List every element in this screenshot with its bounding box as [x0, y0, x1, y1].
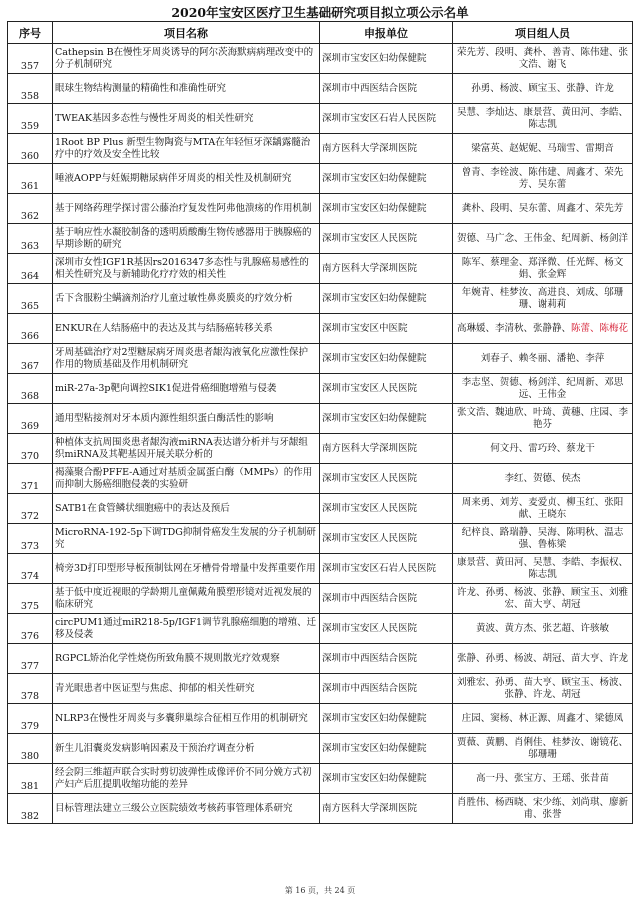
project-members	[453, 434, 633, 464]
project-members	[453, 284, 633, 314]
project-members	[453, 614, 633, 644]
table-row	[8, 284, 633, 314]
row-number-text: 371	[20, 481, 40, 492]
table-row	[8, 164, 633, 194]
applicant-unit-text: 深圳市宝安区妇幼保健院	[322, 172, 427, 184]
project-name	[53, 464, 320, 494]
project-members-text: 张文浩、魏迪欣、叶琦、黄穗、庄园、李艳芬	[456, 406, 628, 430]
row-number	[8, 284, 53, 314]
project-name-text: 椅旁3D打印型形导板预制钛网在牙槽骨骨增量中发挥重要作用	[55, 562, 316, 574]
project-members-text: 高琳媛、李清秋、张静静、	[456, 322, 571, 334]
project-name	[53, 44, 320, 74]
project-name	[53, 224, 320, 254]
table-row	[8, 674, 633, 704]
project-members	[453, 584, 633, 614]
project-members-text: 何文丹、雷巧玲、蔡龙干	[490, 442, 595, 454]
project-members	[453, 44, 633, 74]
project-members-text: 年婉青、桂梦汝、高进良、刘成、邬珊珊、谢莉莉	[461, 286, 624, 310]
row-number	[8, 644, 53, 674]
project-members-text: 许龙、孙勇、杨波、张静、顾宝玉、刘雅宏、苗大亨、胡冠	[456, 586, 628, 610]
applicant-unit	[320, 104, 453, 134]
row-number-text: 360	[20, 151, 40, 162]
row-number	[8, 584, 53, 614]
table-row	[8, 314, 633, 344]
applicant-unit	[320, 404, 453, 434]
applicant-unit	[320, 254, 453, 284]
row-number-text: 369	[20, 421, 40, 432]
applicant-unit	[320, 494, 453, 524]
row-number	[8, 494, 53, 524]
project-name	[53, 314, 320, 344]
applicant-unit	[320, 284, 453, 314]
table-row	[8, 74, 633, 104]
row-number	[8, 674, 53, 704]
row-number-text: 375	[20, 601, 40, 612]
table-row	[8, 224, 633, 254]
project-name-text: 褐藻聚合酚PFFE-A通过对基质金属蛋白酶（MMPs）的作用而抑制大肠癌细胞侵袭的实验研	[55, 466, 313, 490]
project-name-text: 牙周基础治疗对2型糖尿病牙周炎患者龈沟液氧化应激性保护作用的物质基础及作用机制研究	[55, 346, 309, 370]
header-no: 序号	[8, 22, 53, 44]
project-table	[7, 21, 633, 824]
row-number-text: 381	[20, 781, 40, 792]
row-number-text: 373	[20, 541, 40, 552]
row-number-text: 358	[20, 91, 40, 102]
row-number	[8, 164, 53, 194]
project-members-text: 吴慧、李灿达、康景营、黄田河、李皓、陈志凯	[456, 106, 628, 130]
applicant-unit-text: 南方医科大学深圳医院	[322, 802, 418, 814]
row-number	[8, 134, 53, 164]
row-number-text: 357	[20, 61, 40, 72]
table-row	[8, 644, 633, 674]
applicant-unit	[320, 464, 453, 494]
project-members	[453, 554, 633, 584]
applicant-unit-text: 深圳市宝安区人民医院	[322, 532, 418, 544]
project-name	[53, 794, 320, 824]
row-number	[8, 734, 53, 764]
row-number-text: 364	[20, 271, 40, 282]
project-members-text: 李红、贺德、侯杰	[504, 472, 581, 484]
table-row	[8, 344, 633, 374]
applicant-unit-text: 深圳市中西医结合医院	[322, 682, 418, 694]
project-name	[53, 194, 320, 224]
row-number-text: 359	[20, 121, 40, 132]
table-row	[8, 404, 633, 434]
project-name-text: ENKUR在人结肠癌中的表达及其与结肠癌转移关系	[55, 322, 273, 334]
project-name-text: 经会阴三维超声联合实时剪切波弹性成像评价不同分娩方式初产妇产后肛提肌收缩功能的差异	[55, 766, 312, 790]
row-number-text: 379	[20, 721, 40, 732]
project-name	[53, 374, 320, 404]
project-members-text: 李志坚、贺德、杨剑洋、纪周新、邓思远、王伟金	[461, 376, 624, 400]
project-members	[453, 374, 633, 404]
applicant-unit-text: 深圳市宝安区人民医院	[322, 502, 418, 514]
applicant-unit	[320, 74, 453, 104]
table-row	[8, 434, 633, 464]
project-members	[453, 734, 633, 764]
applicant-unit	[320, 524, 453, 554]
applicant-unit-text: 南方医科大学深圳医院	[322, 442, 418, 454]
project-name-text: 深圳市女性IGF1R基因rs2016347多态性与乳腺癌易感性的相关性研究及与新辅助化疗疗效的相关性	[55, 256, 309, 280]
header-row	[8, 22, 633, 44]
applicant-unit-text: 深圳市宝安区妇幼保健院	[322, 412, 427, 424]
project-members-text: 陈军、蔡理金、郑泽微、任光辉、杨文娟、张金辉	[461, 256, 624, 280]
project-name-text: 基于响应性水凝胶制备的透明质酸酶生物传感器用于胰腺癌的早期诊断的研究	[55, 226, 312, 250]
applicant-unit	[320, 224, 453, 254]
applicant-unit	[320, 194, 453, 224]
project-members	[453, 254, 633, 284]
header-unit: 申报单位	[320, 22, 453, 44]
applicant-unit	[320, 614, 453, 644]
project-name	[53, 134, 320, 164]
applicant-unit-text: 深圳市宝安区人民医院	[322, 472, 418, 484]
row-number	[8, 74, 53, 104]
applicant-unit-text: 深圳市宝安区妇幼保健院	[322, 352, 427, 364]
project-name-text: miR-27a-3p靶向调控SIK1促进骨癌细胞增殖与侵袭	[55, 382, 277, 394]
row-number	[8, 104, 53, 134]
project-name	[53, 494, 320, 524]
project-members-text: 张静、孙勇、杨波、胡冠、苗大亨、许龙	[456, 652, 628, 664]
project-name	[53, 74, 320, 104]
project-members-text: 龚朴、段明、吴东蕾、周鑫才、荣先芳	[461, 202, 624, 214]
project-name	[53, 284, 320, 314]
project-name-text: 新生儿泪囊炎发病影响因素及干预治疗调查分析	[55, 742, 255, 754]
project-members	[453, 704, 633, 734]
row-number-text: 363	[20, 241, 40, 252]
applicant-unit-text: 深圳市宝安区妇幼保健院	[322, 52, 427, 64]
page-footer: 第 16 页，共 24 页	[284, 886, 356, 895]
project-members-text: 庄园、窦杨、林正源、周鑫才、梁德凤	[461, 712, 624, 724]
table-row	[8, 494, 633, 524]
project-name	[53, 734, 320, 764]
table-row	[8, 194, 633, 224]
project-name	[53, 434, 320, 464]
project-members-text: 贺德、马广念、王伟金、纪周新、杨剑洋	[456, 232, 628, 244]
project-name	[53, 674, 320, 704]
row-number	[8, 44, 53, 74]
applicant-unit	[320, 134, 453, 164]
project-members	[453, 74, 633, 104]
project-name-text: 眼球生物结构测量的精确性和准确性研究	[55, 82, 227, 94]
row-number-text: 372	[20, 511, 40, 522]
applicant-unit-text: 深圳市宝安区妇幼保健院	[322, 712, 427, 724]
row-number-text: 365	[20, 301, 40, 312]
project-name-text: Cathepsin B在慢性牙周炎诱导的阿尔茨海默病病理改变中的分子机制研究	[55, 46, 314, 70]
project-members-text: 曾青、李铨波、陈伟建、周鑫才、荣先芳、吴东蕾	[461, 166, 624, 190]
project-name	[53, 344, 320, 374]
row-number	[8, 524, 53, 554]
project-name-text: 1Root BP Plus 新型生物陶瓷与MTA在年轻恒牙深龋露髓治疗中的疗效及安全性比较	[55, 136, 311, 160]
applicant-unit	[320, 434, 453, 464]
project-members	[453, 344, 633, 374]
project-name-text: 目标管理法建立三级公立医院绩效考核药事管理体系研究	[55, 802, 293, 814]
project-name-text: NLRP3在慢性牙周炎与多囊卵巢综合征相互作用的机制研究	[55, 712, 308, 724]
table-row	[8, 464, 633, 494]
applicant-unit	[320, 764, 453, 794]
applicant-unit	[320, 794, 453, 824]
project-name	[53, 704, 320, 734]
applicant-unit	[320, 644, 453, 674]
highlighted-members-text: 陈蕾、陈梅花	[571, 322, 629, 334]
project-name	[53, 764, 320, 794]
row-number	[8, 224, 53, 254]
page-title: 2020年宝安区医疗卫生基础研究项目拟立项公示名单	[171, 5, 469, 20]
project-members-text: 孙勇、杨波、顾宝玉、张静、许龙	[471, 82, 614, 94]
project-name	[53, 254, 320, 284]
row-number	[8, 614, 53, 644]
project-members-text: 纪梓良、路瑞静、吴海、陈明秋、温志强、鲁栋梁	[461, 526, 624, 550]
project-members-text: 周来勇、刘芳、麦爱贞、柳玉红、张阳献、王晓东	[461, 496, 624, 520]
project-members-text: 梁富英、赵妮妮、马瑞雪、雷期音	[471, 142, 614, 154]
applicant-unit-text: 深圳市中西医结合医院	[322, 82, 418, 94]
project-members-text: 肖胜伟、杨西晓、宋少练、刘尚琪、廖新甫、张誉	[456, 796, 628, 820]
project-name	[53, 164, 320, 194]
project-members	[453, 764, 633, 794]
project-name	[53, 584, 320, 614]
table-row	[8, 134, 633, 164]
applicant-unit-text: 深圳市中西医结合医院	[322, 652, 418, 664]
project-members-text: 荣先芳、段明、龚朴、善青、陈伟建、张文浩、谢飞	[456, 46, 628, 70]
project-members-text: 贾薇、黄鹏、肖俐佳、桂梦汝、谢镜花、邬珊珊	[456, 736, 628, 760]
row-number	[8, 464, 53, 494]
applicant-unit	[320, 554, 453, 584]
applicant-unit	[320, 584, 453, 614]
project-members-text: 刘春子、赖冬丽、潘艳、李萍	[480, 352, 605, 364]
row-number	[8, 314, 53, 344]
project-name	[53, 614, 320, 644]
applicant-unit-text: 南方医科大学深圳医院	[322, 262, 418, 274]
applicant-unit	[320, 374, 453, 404]
applicant-unit	[320, 704, 453, 734]
applicant-unit-text: 深圳市中西医结合医院	[322, 592, 418, 604]
row-number-text: 376	[20, 631, 40, 642]
project-name-text: TWEAK基因多态性与慢性牙周炎的相关性研究	[55, 112, 254, 124]
table-row	[8, 764, 633, 794]
project-name-text: 青光眼患者中医证型与焦虑、抑郁的相关性研究	[55, 682, 255, 694]
row-number-text: 378	[20, 691, 40, 702]
project-members	[453, 104, 633, 134]
applicant-unit-text: 深圳市宝安区妇幼保健院	[322, 742, 427, 754]
row-number-text: 362	[20, 211, 40, 222]
applicant-unit	[320, 164, 453, 194]
applicant-unit-text: 深圳市宝安区人民医院	[322, 622, 418, 634]
project-members	[453, 494, 633, 524]
table-row	[8, 584, 633, 614]
row-number-text: 368	[20, 391, 40, 402]
applicant-unit	[320, 674, 453, 704]
project-members-text: 高一丹、张宝方、王瑶、张昔苗	[475, 772, 609, 784]
applicant-unit-text: 深圳市宝安区石岩人民医院	[322, 562, 437, 574]
project-name	[53, 524, 320, 554]
applicant-unit-text: 南方医科大学深圳医院	[322, 142, 418, 154]
project-name	[53, 104, 320, 134]
row-number-text: 380	[20, 751, 40, 762]
applicant-unit-text: 深圳市宝安区妇幼保健院	[322, 772, 427, 784]
applicant-unit-text: 深圳市宝安区人民医院	[322, 382, 418, 394]
project-members	[453, 404, 633, 434]
project-members	[453, 134, 633, 164]
project-name-text: MicroRNA-192-5p下调TDG抑制骨癌发生发展的分子机制研究	[55, 526, 316, 550]
table-row	[8, 374, 633, 404]
row-number-text: 370	[20, 451, 40, 462]
table-row	[8, 554, 633, 584]
row-number	[8, 194, 53, 224]
project-name-text: 唾液AOPP与妊娠期糖尿病伴牙周炎的相关性及机制研究	[55, 172, 292, 184]
applicant-unit	[320, 734, 453, 764]
table-row	[8, 794, 633, 824]
project-name-text: SATB1在食管鳞状细胞癌中的表达及预后	[55, 502, 230, 514]
project-name	[53, 644, 320, 674]
row-number-text: 361	[20, 181, 40, 192]
applicant-unit	[320, 314, 453, 344]
table-row	[8, 524, 633, 554]
header-members: 项目组人员	[453, 22, 633, 44]
project-name-text: RGPCL矫治化学性烧伤所致角膜不规则散光疗效观察	[55, 652, 280, 664]
row-number	[8, 794, 53, 824]
header-name: 项目名称	[53, 22, 320, 44]
project-members	[453, 194, 633, 224]
project-members-text: 黄波、黄方杰、张艺超、许骇敏	[475, 622, 609, 634]
applicant-unit-text: 深圳市宝安区妇幼保健院	[322, 202, 427, 214]
row-number	[8, 554, 53, 584]
project-members	[453, 644, 633, 674]
table-row	[8, 104, 633, 134]
applicant-unit-text: 深圳市宝安区中医院	[322, 322, 408, 334]
project-name-text: circPUM1通过miR218-5p/IGF1调节乳腺癌细胞的增殖、迁移及侵袭	[55, 616, 317, 640]
project-members	[453, 164, 633, 194]
row-number	[8, 764, 53, 794]
row-number	[8, 254, 53, 284]
project-name-text: 通用型粘接剂对牙本质内源性组织蛋白酶活性的影响	[55, 412, 274, 424]
project-members-text: 康景营、黄田河、吴慧、李皓、李振权、陈志凯	[456, 556, 628, 580]
row-number-text: 382	[20, 811, 40, 822]
row-number-text: 374	[20, 571, 40, 582]
applicant-unit	[320, 344, 453, 374]
project-name	[53, 404, 320, 434]
row-number	[8, 434, 53, 464]
row-number-text: 367	[20, 361, 40, 372]
project-members	[453, 224, 633, 254]
project-name-text: 基于网络药理学探讨雷公藤治疗复发性阿弗他溃疡的作用机制	[55, 202, 312, 214]
row-number	[8, 374, 53, 404]
table-row	[8, 704, 633, 734]
applicant-unit-text: 深圳市宝安区妇幼保健院	[322, 292, 427, 304]
project-name	[53, 554, 320, 584]
applicant-unit-text: 深圳市宝安区石岩人民医院	[322, 112, 437, 124]
row-number	[8, 344, 53, 374]
row-number-text: 366	[20, 331, 40, 342]
project-members	[453, 794, 633, 824]
project-members	[453, 464, 633, 494]
row-number	[8, 704, 53, 734]
project-members	[453, 674, 633, 704]
table-row	[8, 254, 633, 284]
applicant-unit	[320, 44, 453, 74]
table-row	[8, 614, 633, 644]
project-name-text: 种植体支抗周围炎患者龈沟液miRNA表达谱分析并与牙龈组织miRNA及其靶基因开展关联分析的	[55, 436, 308, 460]
project-members	[453, 524, 633, 554]
project-name-text: 基于低中度近视眼的学龄期儿童佩戴角膜塑形镜对近视发展的临床研究	[55, 586, 312, 610]
table-row	[8, 44, 633, 74]
applicant-unit-text: 深圳市宝安区人民医院	[322, 232, 418, 244]
row-number-text: 377	[20, 661, 40, 672]
table-row	[8, 734, 633, 764]
project-members	[453, 314, 633, 344]
project-members-text: 刘雅宏、孙勇、苗大亨、顾宝玉、杨波、张静、许龙、胡冠	[456, 676, 628, 700]
project-name-text: 舌下含服粉尘螨滴剂治疗儿童过敏性鼻炎膜炎的疗效分析	[55, 292, 293, 304]
row-number	[8, 404, 53, 434]
